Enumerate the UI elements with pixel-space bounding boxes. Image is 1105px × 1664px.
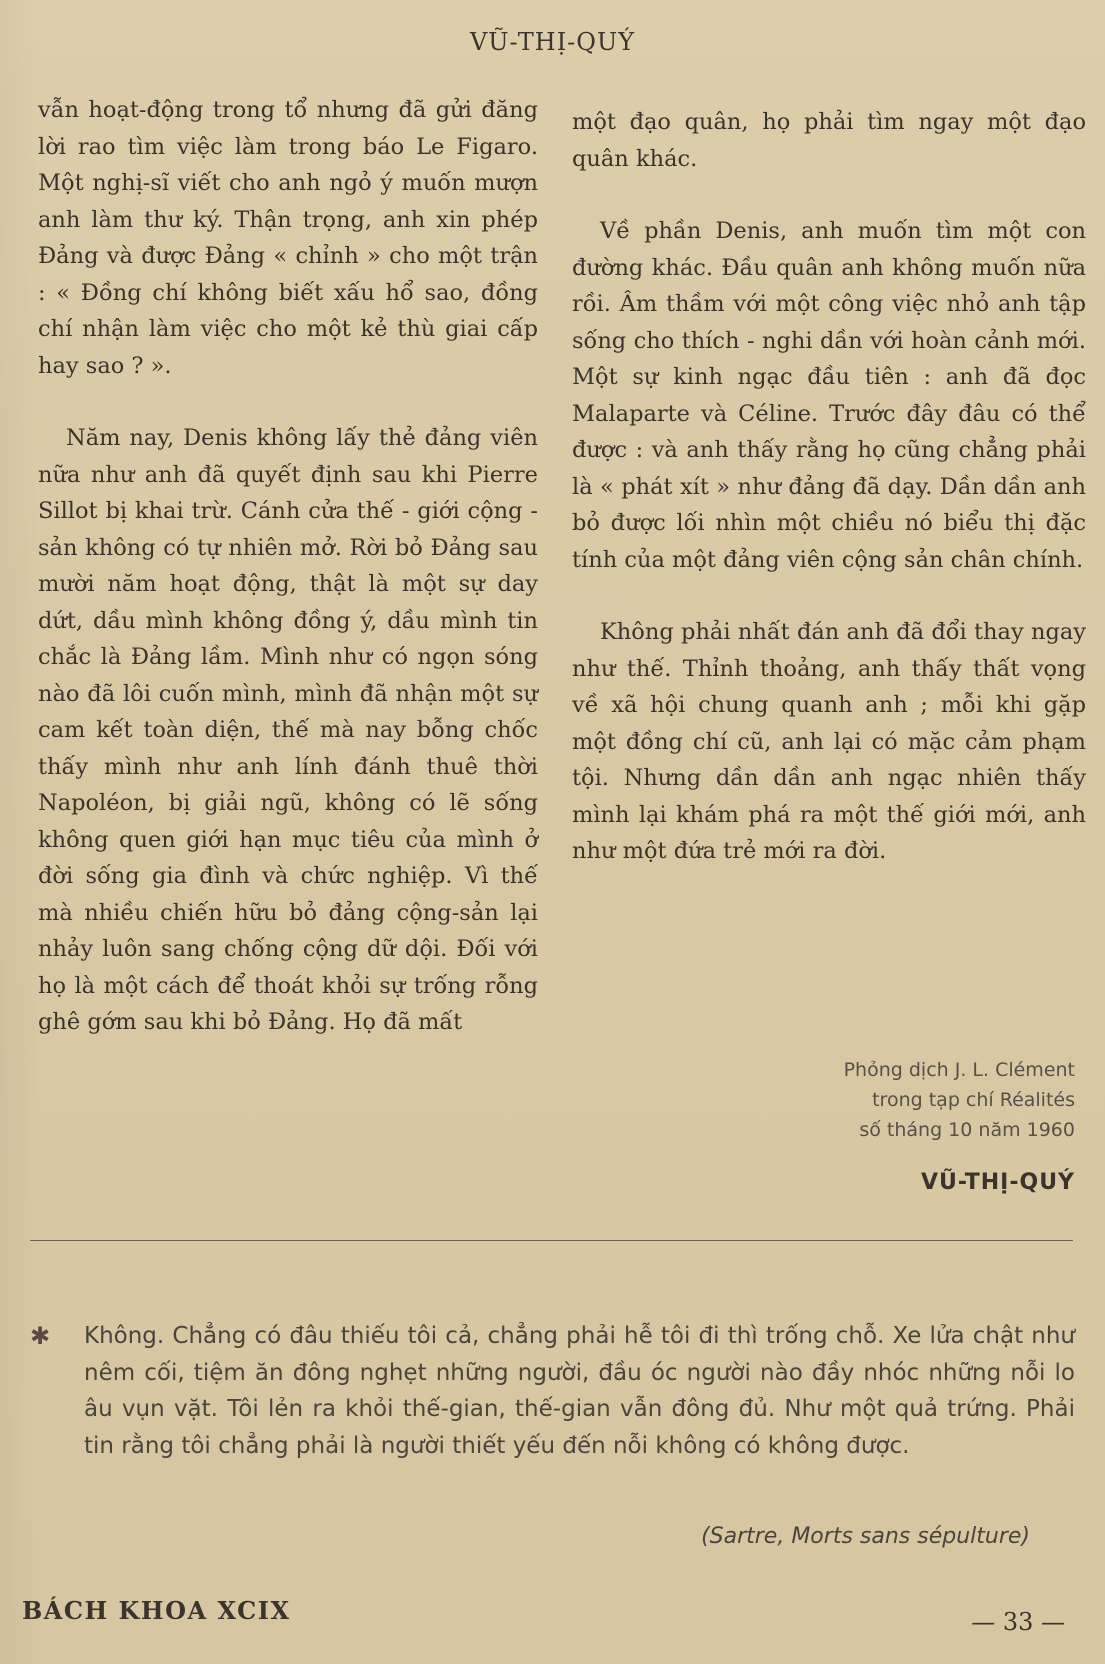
right-paragraph-2: Về phần Denis, anh muốn tìm một con đường khác. Đầu quân anh không muốn nữa rồi. Âm thầm với một công việc nhỏ anh tập sống cho thích - nghi dần với hoàn cảnh mới. Một sự kinh ngạc đầu tiên : anh đã đọc Malaparte và Céline. Trước đây đâu có thể được : và anh thấy rằng họ cũng chẳng phải là « phát xít » như đảng đã dạy. Dần dần anh bỏ được lối nhìn một chiều nó biểu thị đặc tính của một đảng viên cộng sản chân chính. xyxy=(572,218,1086,573)
page-number: — 33 — xyxy=(971,1608,1065,1636)
credit-line-1: Phỏng dịch J. L. Clément xyxy=(843,1059,1075,1081)
right-column xyxy=(572,104,1086,870)
translation-credit xyxy=(745,1055,1075,1145)
right-paragraph-3: Không phải nhất đán anh đã đổi thay ngay như thế. Thỉnh thoảng, anh thấy thất vọng về xã hội chung quanh anh ; mỗi khi gặp một đồng chí cũ, anh lại có mặc cảm phạm tội. Nhưng dần dần anh ngạc nhiên thấy mình lại khám phá ra một thế giới mới, anh như một đứa trẻ mới ra đời. xyxy=(572,619,1086,864)
author-signature: VŨ-THỊ-QUÝ xyxy=(920,1170,1075,1195)
running-header-title: VŨ-THỊ-QUÝ xyxy=(469,28,636,56)
right-paragraph-1: một đạo quân, họ phải tìm ngay một đạo quân khác. xyxy=(572,109,1086,172)
section-divider xyxy=(30,1240,1073,1241)
left-paragraph-1: vẫn hoạt-động trong tổ nhưng đã gửi đăng lời rao tìm việc làm trong báo Le Figaro. Một nghị-sĩ viết cho anh ngỏ ý muốn mượn anh làm thư ký. Thận trọng, anh xin phép Đảng và được Đảng « chỉnh » cho một trận : « Đồng chí không biết xấu hổ sao, đồng chí nhận làm việc cho một kẻ thù giai cấp hay sao ? ». xyxy=(38,97,538,379)
credit-line-3: số tháng 10 năm 1960 xyxy=(859,1119,1075,1141)
credit-line-2: trong tạp chí Réalités xyxy=(872,1089,1075,1111)
quote-source: (Sartre, Morts sans sépulture) xyxy=(701,1524,1030,1549)
footnote xyxy=(30,1318,1075,1464)
asterisk-icon: ✱ xyxy=(30,1322,51,1350)
publication-name: BÁCH KHOA XCIX xyxy=(22,1596,291,1625)
footnote-text: Không. Chẳng có đâu thiếu tôi cả, chẳng phải hễ tôi đi thì trống chỗ. Xe lửa chật như nêm cối, tiệm ăn đông nghẹt những người, đầu óc người nào đầy nhóc những nỗi lo âu vụn vặt. Tôi lẻn ra khỏi thế-gian, thế-gian vẫn đông đủ. Như một quả trứng. Phải tin rằng tôi chẳng phải là người thiết yếu đến nỗi không có không được. xyxy=(84,1323,1075,1459)
left-paragraph-2: Năm nay, Denis không lấy thẻ đảng viên nữa như anh đã quyết định sau khi Pierre Sillot bị khai trừ. Cánh cửa thế - giới cộng - sản không có tự nhiên mở. Rời bỏ Đảng sau mười năm hoạt động, thật là một sự day dứt, dầu mình không đồng ý, dầu mình tin chắc là Đảng lầm. Mình như có ngọn sóng nào đã lôi cuốn mình, mình đã nhận một sự cam kết toàn diện, thế mà nay bỗng chốc thấy mình như anh lính đánh thuê thời Napoléon, bị giải ngũ, không có lẽ sống không quen giới hạn mục tiêu của mình ở đời sống gia đình và chức nghiệp. Vì thế mà nhiều chiến hữu bỏ đảng cộng-sản lại nhảy luôn sang chống cộng dữ dội. Đối với họ là một cách để thoát khỏi sự trống rỗng ghê gớm sau khi bỏ Đảng. Họ đã mất xyxy=(38,425,538,1035)
left-column xyxy=(38,92,538,1041)
